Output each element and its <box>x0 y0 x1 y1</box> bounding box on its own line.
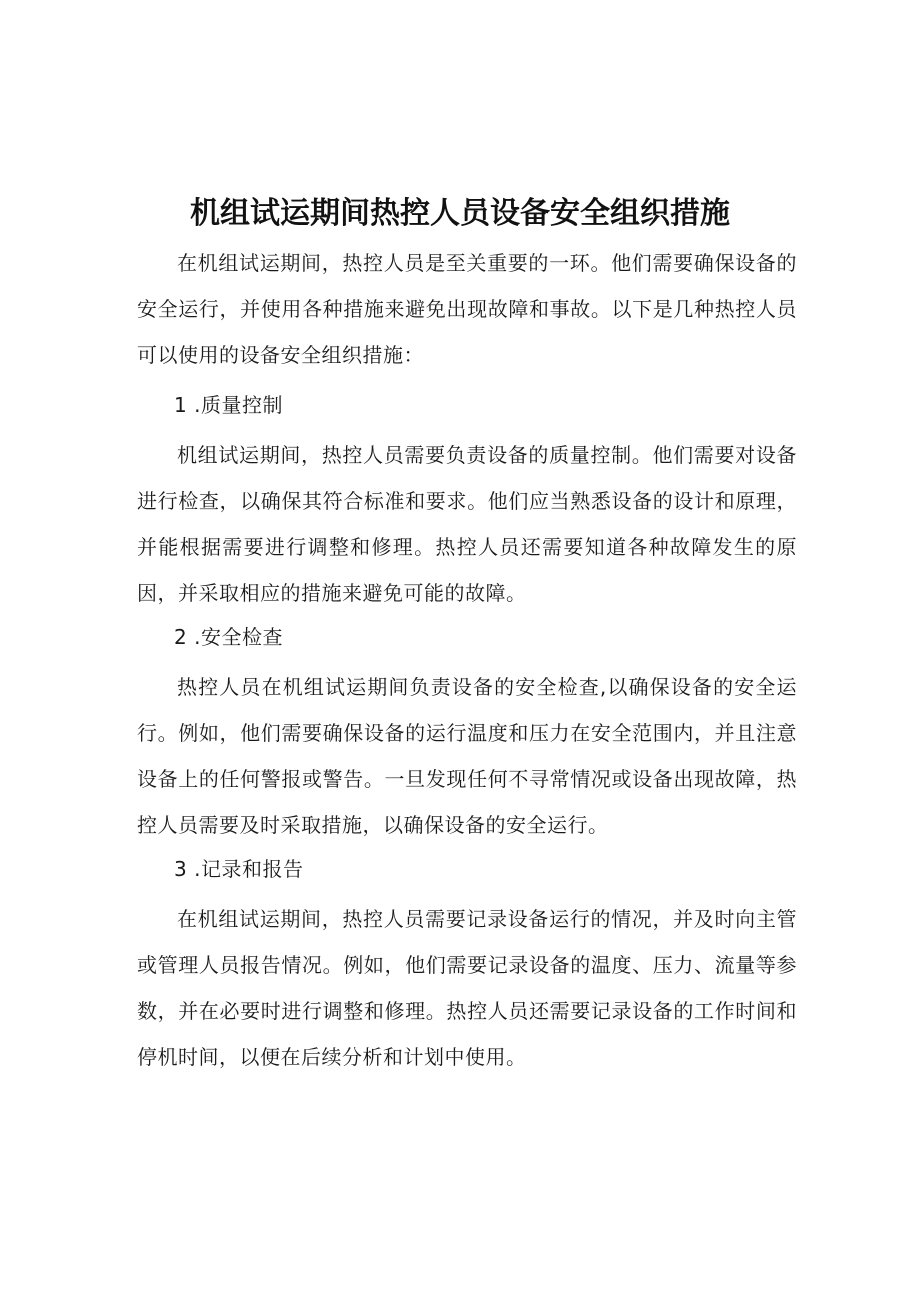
section-body-safety-inspection: 热控人员在机组试运期间负责设备的安全检查,以确保设备的安全运行。例如，他们需要确保设备的运行温度和压力在安全范围内，并且注意设备上的任何警报或警告。一旦发现任何不寻常情况或设备出现故障，热控人员需要及时采取措施，以确保设备的安全运行。 <box>137 675 797 837</box>
section-heading-quality-control: 1 .质量控制 <box>174 393 283 417</box>
section-body-records-reports: 在机组试运期间，热控人员需要记录设备运行的情况，并及时向主管或管理人员报告情况。例如，他们需要记录设备的温度、压力、流量等参数，并在必要时进行调整和修理。热控人员还需要记录设备的工作时间和停机时间，以便在后续分析和计划中使用。 <box>137 907 797 1069</box>
section-heading-records-reports: 3 .记录和报告 <box>174 857 304 881</box>
section-heading-safety-inspection: 2 .安全检查 <box>174 625 283 649</box>
section-body-quality-control: 机组试运期间，热控人员需要负责设备的质量控制。他们需要对设备进行检查，以确保其符合标准和要求。他们应当熟悉设备的设计和原理，并能根据需要进行调整和修理。热控人员还需要知道各种故障发生的原因，并采取相应的措施来避免可能的故障。 <box>137 443 797 605</box>
document-title: 机组试运期间热控人员设备安全组织措施 <box>190 196 730 231</box>
intro-paragraph: 在机组试运期间，热控人员是至关重要的一环。他们需要确保设备的安全运行，并使用各种措施来避免出现故障和事故。以下是几种热控人员可以使用的设备安全组织措施： <box>137 251 797 367</box>
